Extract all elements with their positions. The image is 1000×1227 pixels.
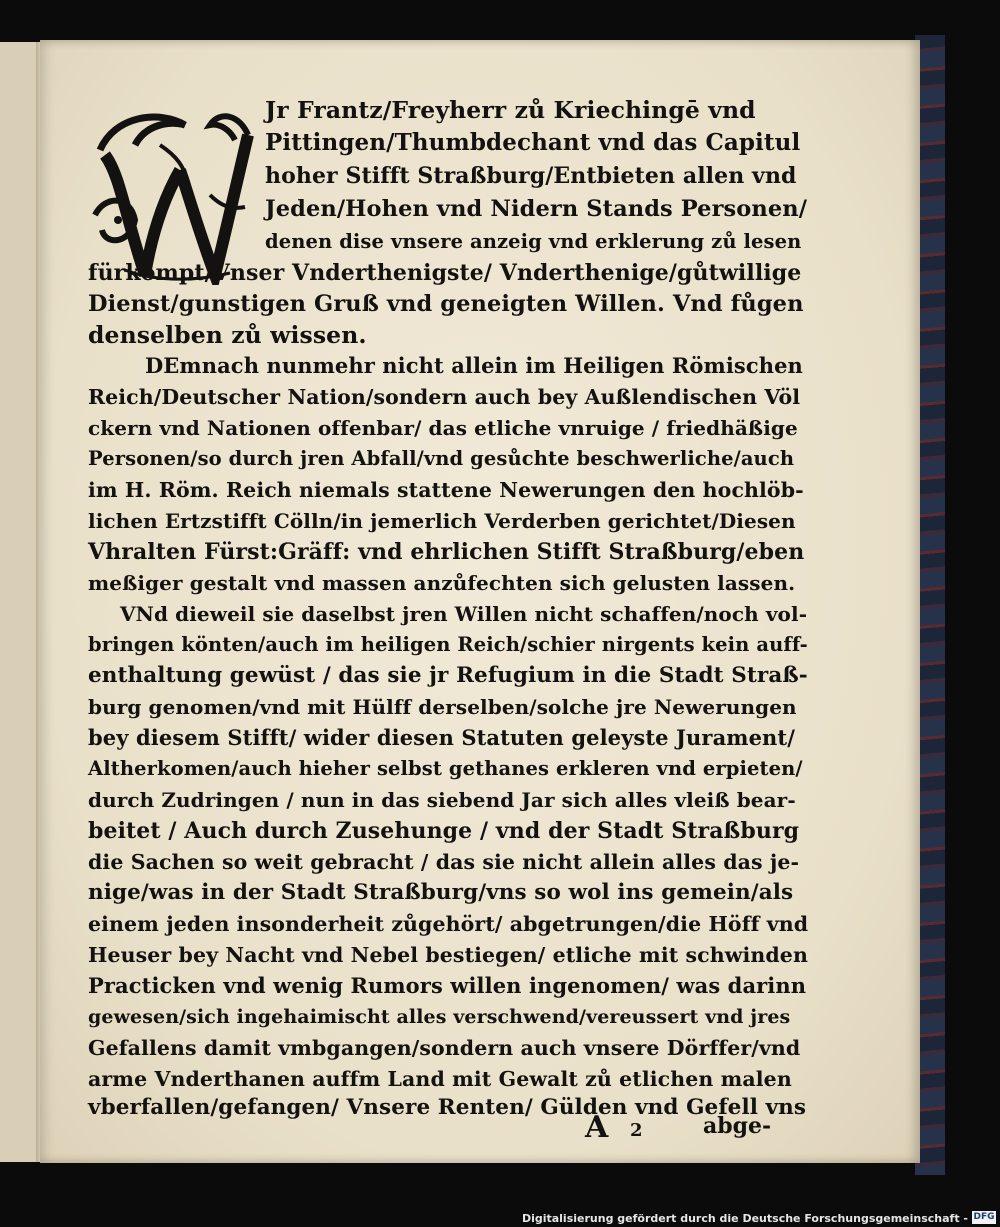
dfg-logo: DFG <box>973 1212 995 1222</box>
document-page <box>40 40 920 1163</box>
text-line: einem jeden insonderheit zůgehört/ abgetrungen/die Höff vnd <box>88 912 809 936</box>
text-line: denen dise vnsere anzeig vnd erklerung zů lesen <box>265 230 802 253</box>
text-line: burg genomen/vnd mit Hülff derselben/solche jre Newerungen <box>88 695 797 719</box>
text-line: im H. Röm. Reich niemals stattene Newerungen den hochlöb- <box>88 478 804 502</box>
text-line: Jr Frantz/Freyherr zů Kriechingē vnd <box>265 96 756 124</box>
text-line: lichen Ertzstifft Cölln/in jemerlich Verderben gerichtet/Diesen <box>88 509 796 533</box>
paragraph-start-line: VNd dieweil sie daselbst jren Willen nicht schaffen/noch vol- <box>120 602 808 626</box>
text-line: Vhralten Fürst:Gräff: vnd ehrlichen Stifft Straßburg/eben <box>88 539 805 565</box>
text-line: fürkompt/Vnser Vnderthenigste/ Vnderthenige/gůtwillige <box>88 260 802 286</box>
text-line: ckern vnd Nationen offenbar/ das etliche vnruige / friedhäßige <box>88 416 798 440</box>
text-line: arme Vnderthanen auffm Land mit Gewalt zů etlichen malen <box>88 1067 792 1091</box>
text-line: Practicken vnd wenig Rumors willen ingenomen/ was darinn <box>88 973 807 998</box>
text-line: Jeden/Hohen vnd Nidern Stands Personen/ <box>265 196 808 222</box>
signature-number: 2 <box>630 1120 643 1141</box>
text-line: Gefallens damit vmbgangen/sondern auch vnsere Dörffer/vnd <box>88 1036 801 1060</box>
catchword: abge- <box>703 1113 772 1139</box>
paragraph-start-line: DEmnach nunmehr nicht allein im Heiligen Römischen <box>145 353 803 378</box>
text-line: beitet / Auch durch Zusehunge / vnd der Stadt Straßburg <box>88 818 800 844</box>
text-line: Heuser bey Nacht vnd Nebel bestiegen/ etliche mit schwinden <box>88 943 808 967</box>
text-line: Altherkomen/auch hieher selbst gethanes erkleren vnd erpieten/ <box>88 757 803 780</box>
text-line: gewesen/sich ingehaimischt alles verschwend/vereussert vnd jres <box>88 1006 791 1028</box>
text-line: enthaltung gewüst / das sie jr Refugium in die Stadt Straß- <box>88 663 808 688</box>
text-line: Personen/so durch jren Abfall/vnd gesůchte beschwerliche/auch <box>88 447 795 470</box>
facing-page-edge <box>0 42 40 1162</box>
text-line: Reich/Deutscher Nation/sondern auch bey Außlendischen Völ <box>88 385 801 409</box>
text-line: Dienst/gunstigen Gruß vnd geneigten Willen. Vnd fůgen <box>88 291 804 317</box>
text-line: Pittingen/Thumbdechant vnd das Capitul <box>265 129 801 156</box>
text-line: die Sachen so weit gebracht / das sie nicht allein alles das je- <box>88 850 800 874</box>
text-line: bringen könten/auch im heiligen Reich/schier nirgents kein auff- <box>88 633 808 656</box>
text-line: bey diesem Stifft/ wider diesen Statuten geleyste Jurament/ <box>88 725 796 750</box>
text-line: vberfallen/gefangen/ Vnsere Renten/ Gülden vnd Gefell vns <box>88 1095 807 1120</box>
text-line: durch Zudringen / nun in das siebend Jar sich alles vleiß bear- <box>88 788 796 812</box>
text-line: denselben zů wissen. <box>88 321 367 349</box>
text-line: hoher Stifft Straßburg/Entbieten allen vnd <box>265 163 797 189</box>
decorated-initial-w <box>90 95 260 285</box>
text-line: meßiger gestalt vnd massen anzůfechten sich gelusten lassen. <box>88 571 796 595</box>
text-line: nige/was in der Stadt Straßburg/vns so wol ins gemein/als <box>88 880 794 905</box>
signature-mark: A <box>585 1110 609 1145</box>
digitization-credit: Digitalisierung gefördert durch die Deutsche Forschungsgemeinschaft - <box>521 1212 968 1225</box>
